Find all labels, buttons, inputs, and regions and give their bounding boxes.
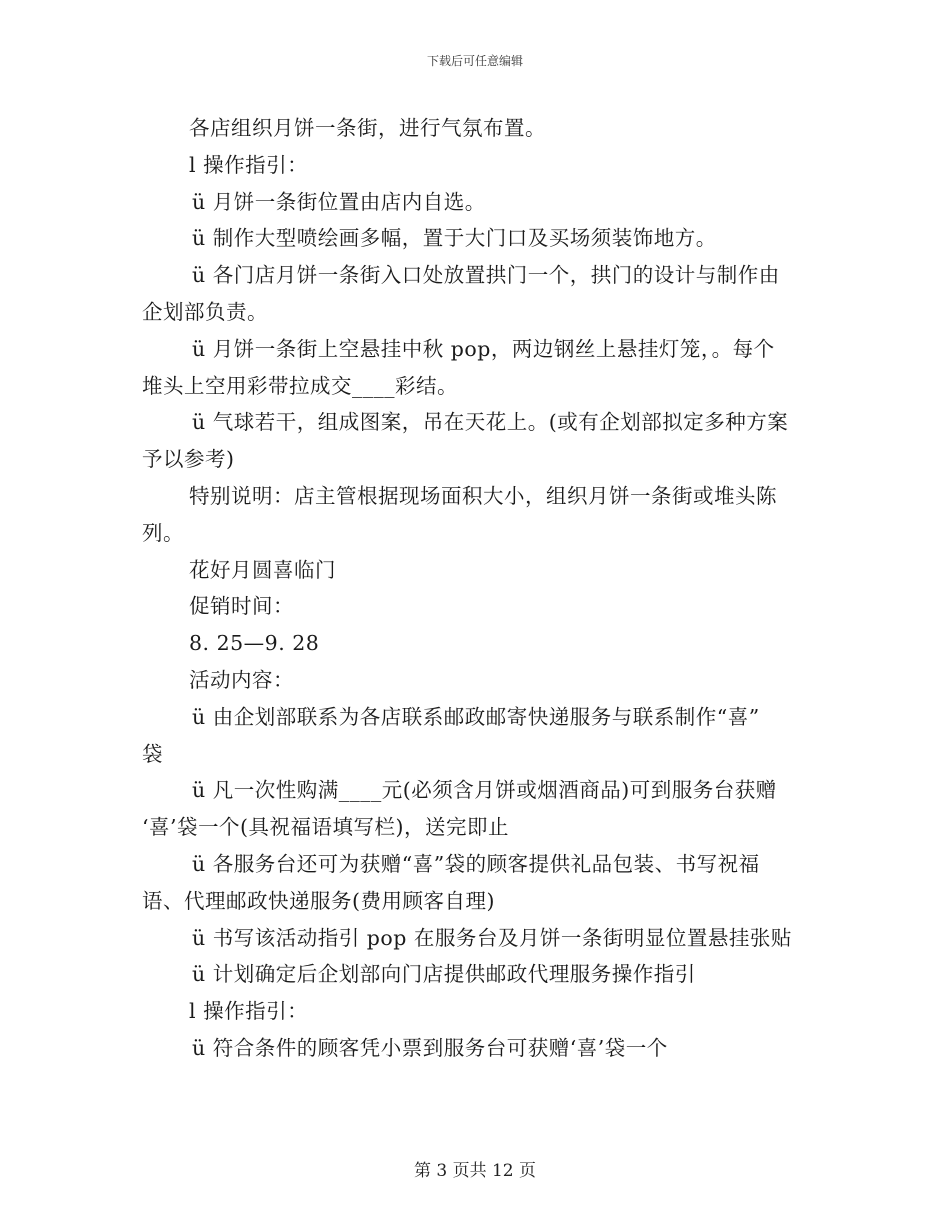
paragraph-line: 堆头上空用彩带拉成交____彩结。 xyxy=(142,373,458,398)
promotion-dates: 8. 25—9. 28 xyxy=(189,631,320,656)
paragraph-line: ü 月饼一条街位置由店内自选。 xyxy=(192,189,486,214)
paragraph-line: ü 计划确定后企划部向门店提供邮政代理服务操作指引 xyxy=(192,962,696,987)
paragraph-line: ü 制作大型喷绘画多幅，置于大门口及买场须装饰地方。 xyxy=(192,226,717,251)
paragraph-line: 袋 xyxy=(142,741,163,766)
paragraph-line: 予以参考) xyxy=(142,447,235,472)
paragraph-line: l 操作指引： xyxy=(189,999,309,1024)
paragraph-line: ü 由企划部联系为各店联系邮政邮寄快递服务与联系制作“喜” xyxy=(192,704,760,729)
paragraph-line: 特别说明：店主管根据现场面积大小，组织月饼一条街或堆头陈 xyxy=(189,483,777,508)
paragraph-line: 语、代理邮政快递服务(费用顾客自理) xyxy=(142,888,495,913)
paragraph-line: 促销时间： xyxy=(189,594,294,619)
paragraph-line: ü 月饼一条街上空悬挂中秋 pop，两边钢丝上悬挂灯笼，。每个 xyxy=(192,336,775,361)
document-body xyxy=(142,110,814,1067)
paragraph-line: ü 气球若干，组成图案，吊在天花上。(或有企划部拟定多种方案 xyxy=(192,410,789,435)
paragraph-line: ü 各服务台还可为获赠“喜”袋的顾客提供礼品包装、书写祝福 xyxy=(192,851,760,876)
page-footer: 第 3 页共 12 页 xyxy=(413,1161,537,1181)
paragraph-line: ü 各门店月饼一条街入口处放置拱门一个，拱门的设计与制作由 xyxy=(192,263,780,288)
page-header: 下载后可任意编辑 xyxy=(426,54,523,68)
paragraph-line: ü 凡一次性购满____元(必须含月饼或烟酒商品)可到服务台获赠 xyxy=(192,778,777,803)
paragraph-line: 企划部负责。 xyxy=(142,299,268,324)
paragraph-line: 活动内容： xyxy=(189,667,294,692)
paragraph-line: 各店组织月饼一条街，进行气氛布置。 xyxy=(189,116,546,140)
paragraph-line: ‘喜’袋一个(具祝福语填写栏)，送完即止 xyxy=(142,815,510,840)
paragraph-line: l 操作指引： xyxy=(189,152,309,177)
paragraph-line: ü 符合条件的顾客凭小票到服务台可获赠‘喜’袋一个 xyxy=(192,1035,668,1060)
paragraph-line: ü 书写该活动指引 pop 在服务台及月饼一条街明显位置悬挂张贴 xyxy=(192,925,792,950)
paragraph-line: 列。 xyxy=(142,520,184,545)
section-heading: 花好月圆喜临门 xyxy=(189,557,336,582)
